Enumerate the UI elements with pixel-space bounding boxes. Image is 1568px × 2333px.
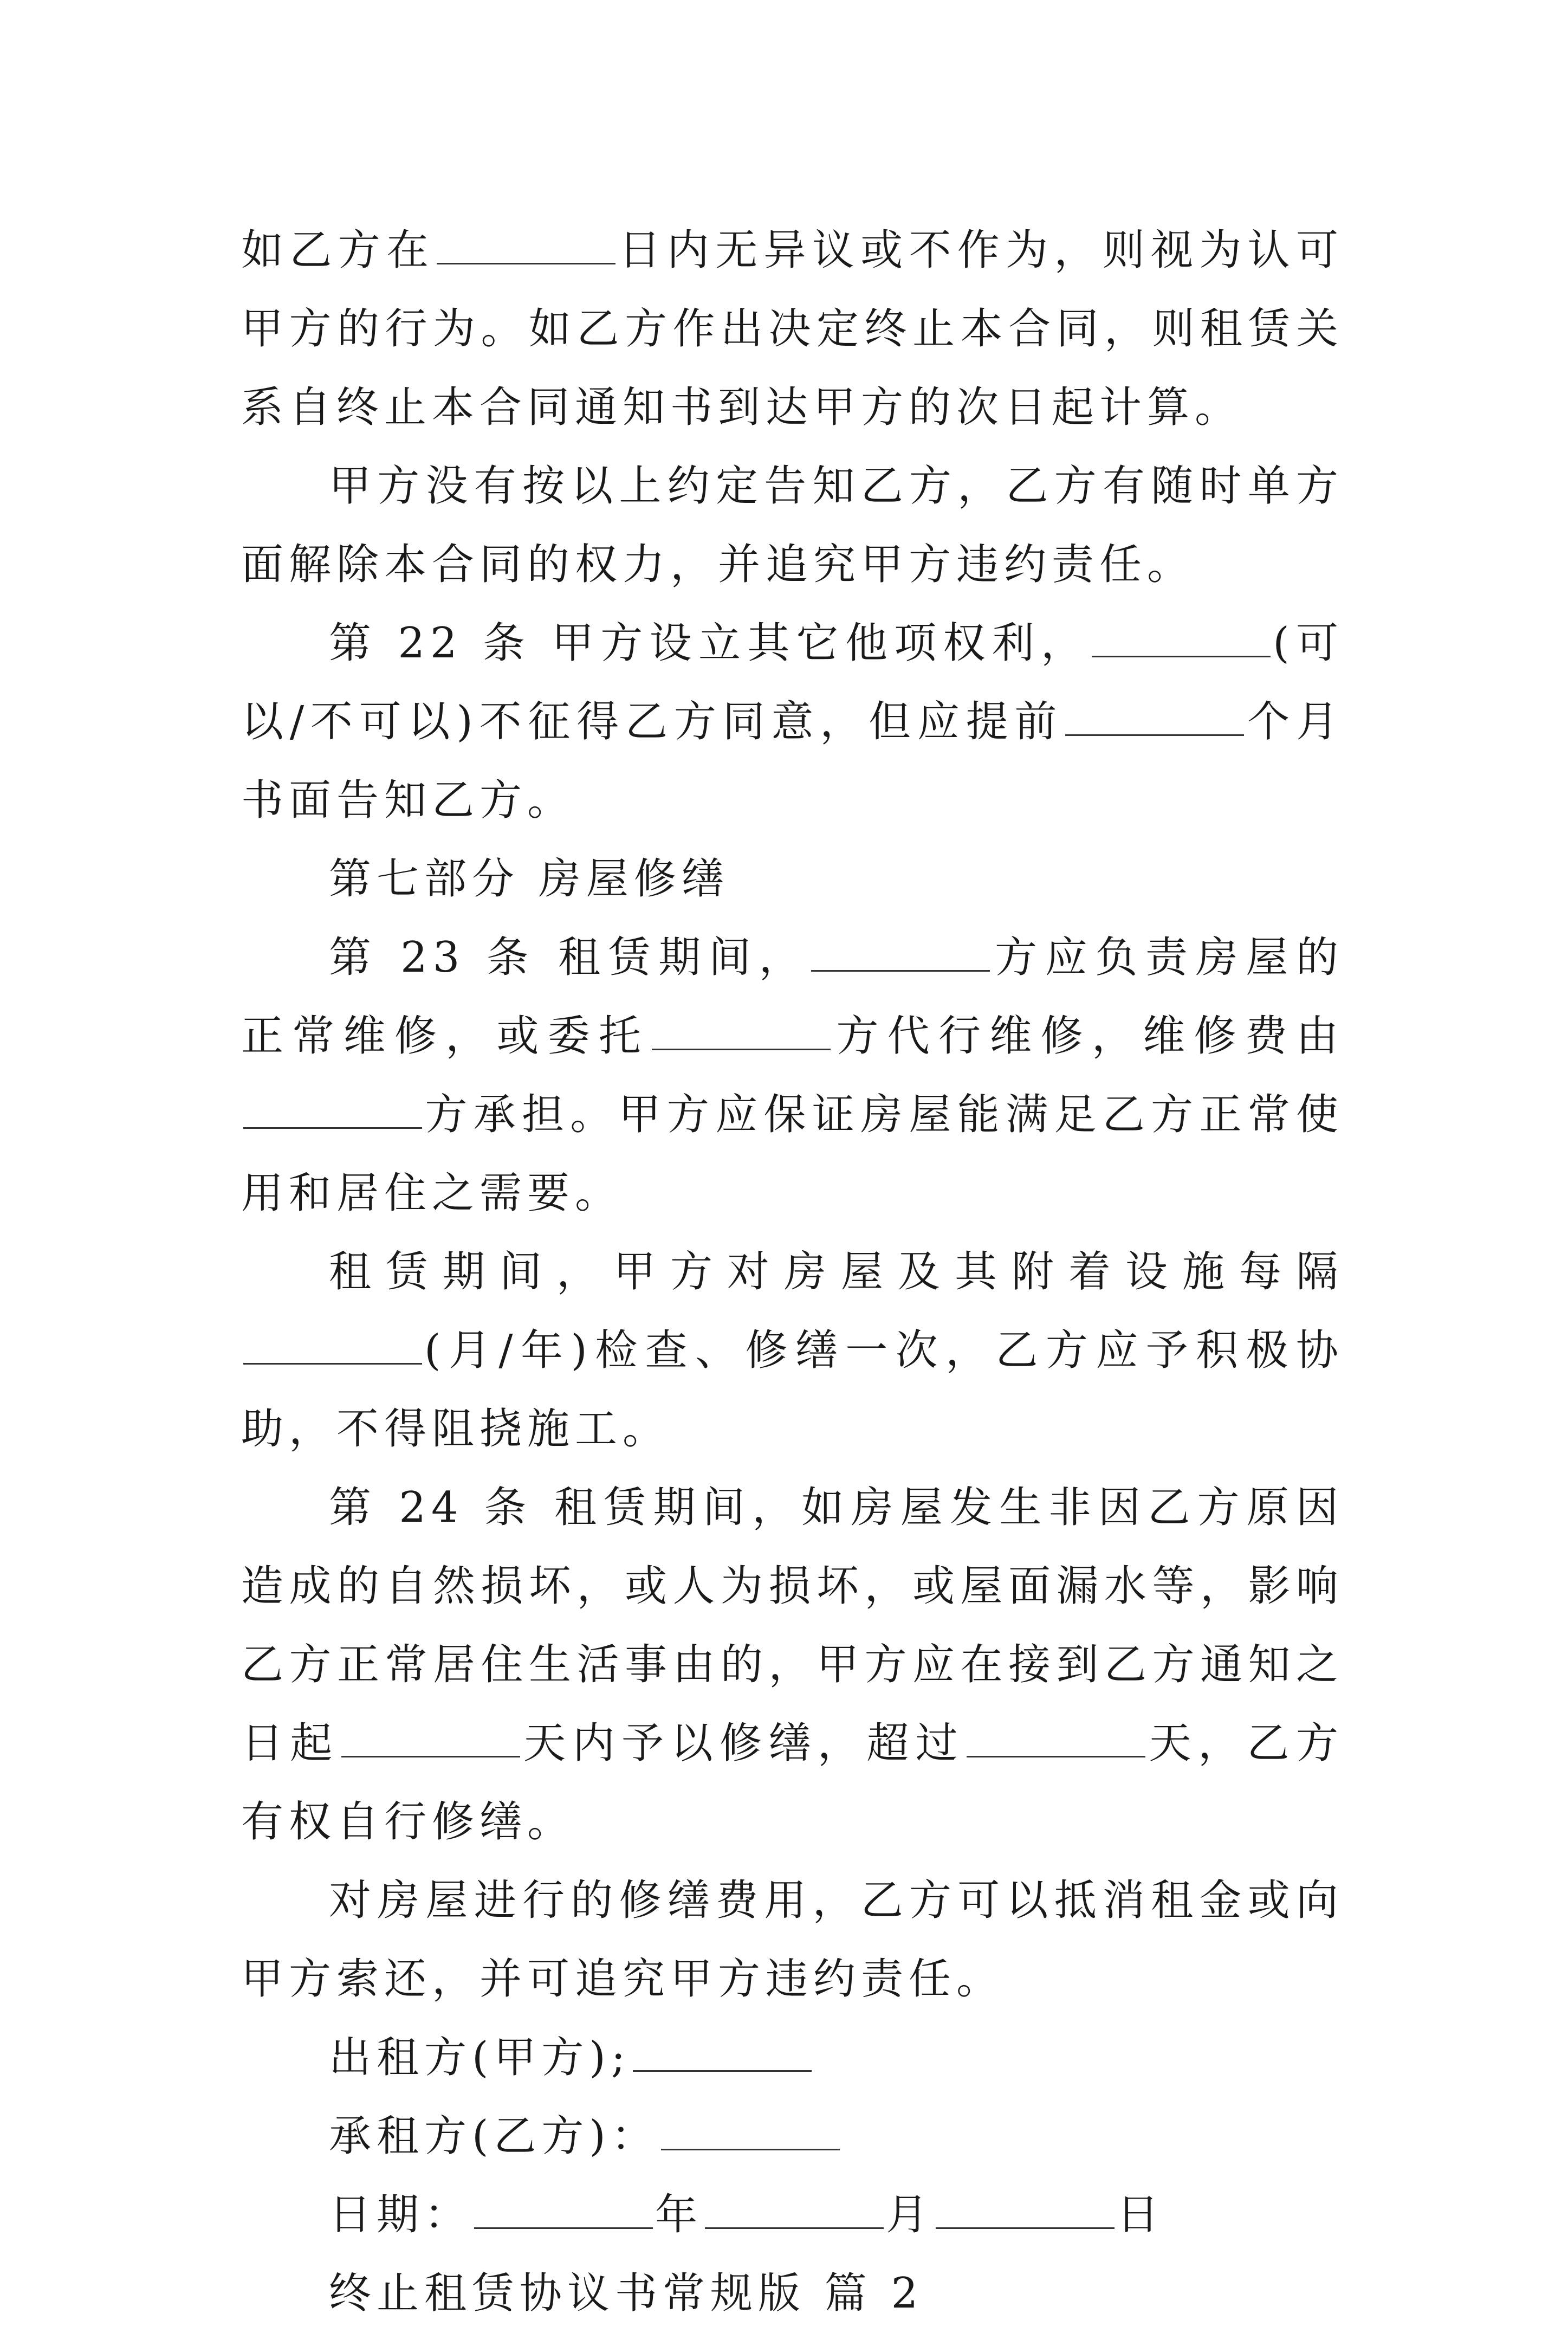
paragraph-article-24: [241, 1469, 1344, 1862]
year-label: 年: [655, 2190, 703, 2239]
signature-date: [241, 2176, 1344, 2254]
text-segment: (月/年)检查、修缮一次，乙方应予积极协助，不得阻挠施工。: [241, 1326, 1344, 1453]
text-segment: 第 22 条 甲方设立其它他项权利，: [329, 619, 1090, 668]
text-segment: 个月书面告知乙方。: [241, 697, 1344, 825]
day-blank[interactable]: [936, 2189, 1115, 2229]
text-segment: 第 23 条 租赁期间，: [329, 933, 809, 982]
text-segment: 第 24 条 租赁期间，如房屋发生非因乙方原因造成的自然损坏，或人为损坏，或屋面漏水等，影响乙方正常居住生活事由的，甲方应在接到乙方通知之日起: [241, 1483, 1344, 1768]
fill-blank[interactable]: [243, 1325, 422, 1365]
month-blank[interactable]: [705, 2189, 884, 2229]
lessee-blank[interactable]: [661, 2111, 840, 2150]
fill-blank[interactable]: [341, 1718, 520, 1757]
year-blank[interactable]: [474, 2189, 653, 2229]
text-segment: 天内予以修缮，超过: [522, 1719, 965, 1768]
fill-blank[interactable]: [811, 932, 990, 972]
text-segment: 方代行维修，维修费由: [833, 1012, 1344, 1061]
fill-blank[interactable]: [437, 225, 615, 264]
lessor-blank[interactable]: [633, 2032, 812, 2072]
text-segment: 方应负责房屋的正常维修，或委托: [241, 933, 1344, 1061]
text-segment: 方承担。甲方应保证房屋能满足乙方正常使用和居住之需要。: [241, 1090, 1344, 1218]
document-body: [241, 211, 1344, 2333]
fill-blank[interactable]: [1092, 618, 1271, 657]
lessor-label: 出租方(甲方);: [329, 2033, 631, 2082]
paragraph-article-22: [241, 604, 1344, 840]
fill-blank[interactable]: [243, 1089, 422, 1129]
date-label: 日期：: [329, 2190, 472, 2239]
text-segment: (可以/不可以)不征得乙方同意，但应提前: [241, 619, 1344, 746]
signature-lessee: [241, 2097, 1344, 2176]
text-segment: 天，乙方有权自行修缮。: [241, 1719, 1344, 1846]
text-segment: 日内无异议或不作为，则视为认可甲方的行为。如乙方作出决定终止本合同，则租赁关系自终止本合同通知书到达甲方的次日起计算。: [241, 226, 1344, 432]
paragraph-inspection-schedule: [241, 1233, 1344, 1469]
fill-blank[interactable]: [652, 1011, 831, 1050]
text-segment: 租赁期间，甲方对房屋及其附着设施每隔: [329, 1248, 1344, 1296]
paragraph-objection-period: [241, 211, 1344, 447]
month-label: 月: [886, 2190, 934, 2239]
fill-blank[interactable]: [967, 1718, 1145, 1757]
paragraph-repair-costs: 对房屋进行的修缮费用，乙方可以抵消租金或向甲方索还，并可追究甲方违约责任。: [241, 1876, 1344, 2004]
section-heading-part-7: 第七部分 房屋修缮: [329, 855, 729, 903]
signature-lessor: [241, 2019, 1344, 2097]
paragraph-termination-right: 甲方没有按以上约定告知乙方，乙方有随时单方面解除本合同的权力，并追究甲方违约责任。: [241, 462, 1344, 589]
lessee-label: 承租方(乙方)：: [329, 2112, 659, 2161]
day-label: 日: [1117, 2190, 1165, 2239]
paragraph-article-23: [241, 919, 1344, 1233]
text-segment: 如乙方在: [241, 226, 435, 275]
next-section-heading: 终止租赁协议书常规版 篇 2: [329, 2269, 924, 2318]
fill-blank[interactable]: [1065, 696, 1244, 736]
